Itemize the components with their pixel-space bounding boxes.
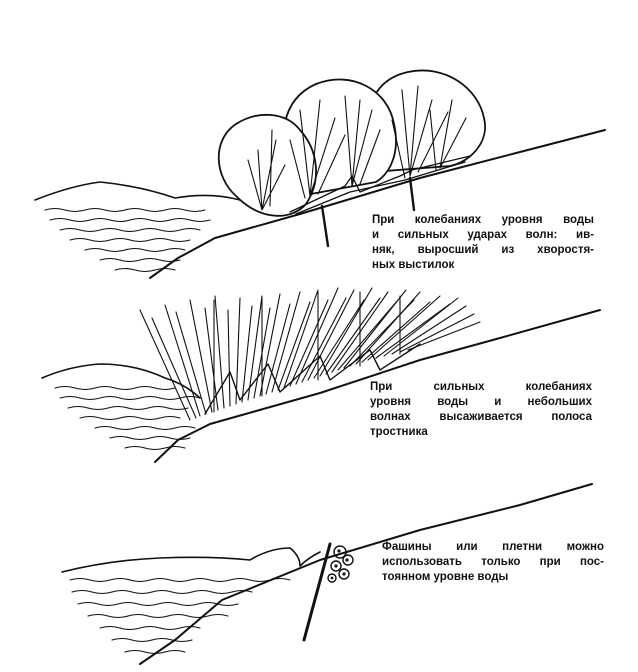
caption-reed [370, 380, 592, 440]
water-ripples [70, 579, 290, 654]
caption-line: няк, выросший из хворостя- [372, 244, 594, 256]
caption-willow [372, 213, 594, 273]
caption-line: волнах высаживается полоса [370, 411, 592, 423]
caption-line: Фашины или плетни можно [382, 541, 604, 553]
anchor-stake-2 [410, 178, 414, 210]
caption-line: При сильных колебаниях [370, 381, 592, 393]
caption-line: тростника [370, 426, 428, 438]
caption-line: использовать только при пос- [382, 556, 604, 568]
caption-line: При колебаниях уровня воды [372, 214, 594, 226]
caption-fascine [382, 540, 604, 585]
water-surface-line [62, 548, 320, 572]
water-ripples [45, 209, 210, 272]
willow-crowns [219, 70, 485, 215]
caption-line: и сильных ударах волн: ив- [372, 229, 594, 241]
water-surface-line [42, 364, 200, 398]
anchor-stake-1 [322, 206, 328, 246]
caption-line: тоянном уровне воды [382, 571, 509, 583]
caption-line: ных выстилок [372, 259, 455, 271]
caption-line: уровня воды и небольших [370, 396, 592, 408]
water-surface-line [35, 182, 240, 200]
